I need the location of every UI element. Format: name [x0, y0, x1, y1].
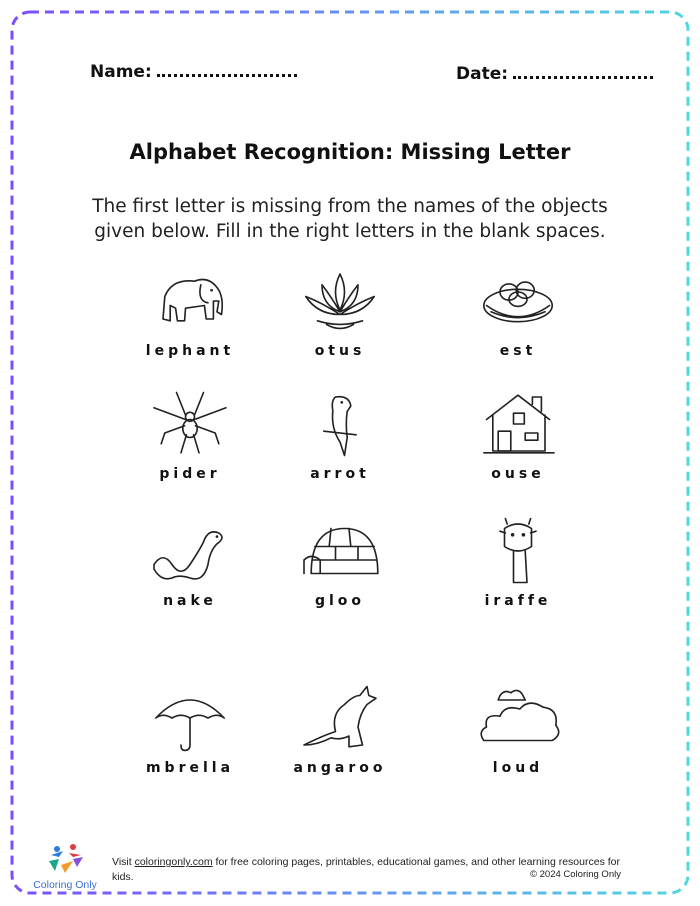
word-blank[interactable]: gloo [314, 593, 366, 609]
coloring-only-logo: Coloring Only [30, 843, 100, 891]
word-blank[interactable]: lephant [145, 343, 235, 359]
elephant-icon [140, 265, 240, 337]
word-blank[interactable]: loud [492, 760, 544, 776]
nest-icon [468, 265, 568, 337]
instructions: The first letter is missing from the names of the objects given below. Fill in the right letters in the blank spaces. [92, 196, 608, 242]
giraffe-icon [468, 515, 568, 587]
logo-star-icon [43, 843, 87, 875]
word-blank[interactable]: pider [159, 466, 221, 482]
word-blank[interactable]: iraffe [484, 593, 552, 609]
site-link[interactable]: coloringonly.com [134, 856, 213, 868]
copyright: © 2024 Coloring Only [530, 869, 621, 880]
item-nake [115, 515, 265, 609]
word-blank[interactable]: otus [314, 343, 366, 359]
igloo-icon [290, 515, 390, 587]
item-pider [115, 388, 265, 482]
item-otus [265, 265, 415, 359]
item-iraffe [443, 515, 593, 609]
page-title: Alphabet Recognition: Missing Letter [129, 140, 571, 164]
item-est [443, 265, 593, 359]
lotus-icon [290, 265, 390, 337]
kangaroo-icon [290, 682, 390, 754]
name-field[interactable] [90, 62, 297, 82]
footer-text: Visit coloringonly.com for free coloring pages, printables, educational games, and other learning resources for kids. [112, 856, 620, 883]
date-field[interactable] [456, 57, 653, 84]
parrot-icon [290, 388, 390, 460]
word-blank[interactable]: est [499, 343, 537, 359]
item-lephant [115, 265, 265, 359]
item-gloo [265, 515, 415, 609]
item-ouse [443, 388, 593, 482]
name-label: Name: [90, 62, 152, 82]
word-blank[interactable]: ouse [491, 466, 545, 482]
item-mbrella [115, 682, 265, 776]
word-blank[interactable]: mbrella [145, 760, 235, 776]
date-blank[interactable] [513, 69, 653, 79]
word-blank[interactable]: nake [163, 593, 217, 609]
cloud-icon [468, 682, 568, 754]
word-blank[interactable]: angaroo [293, 760, 387, 776]
spider-icon [140, 388, 240, 460]
date-label: Date: [456, 64, 509, 84]
umbrella-icon [140, 682, 240, 754]
name-blank[interactable] [157, 67, 297, 77]
item-angaroo [265, 682, 415, 776]
item-loud [443, 682, 593, 776]
item-arrot [265, 388, 415, 482]
snake-icon [140, 515, 240, 587]
word-blank[interactable]: arrot [310, 466, 370, 482]
house-icon [468, 388, 568, 460]
